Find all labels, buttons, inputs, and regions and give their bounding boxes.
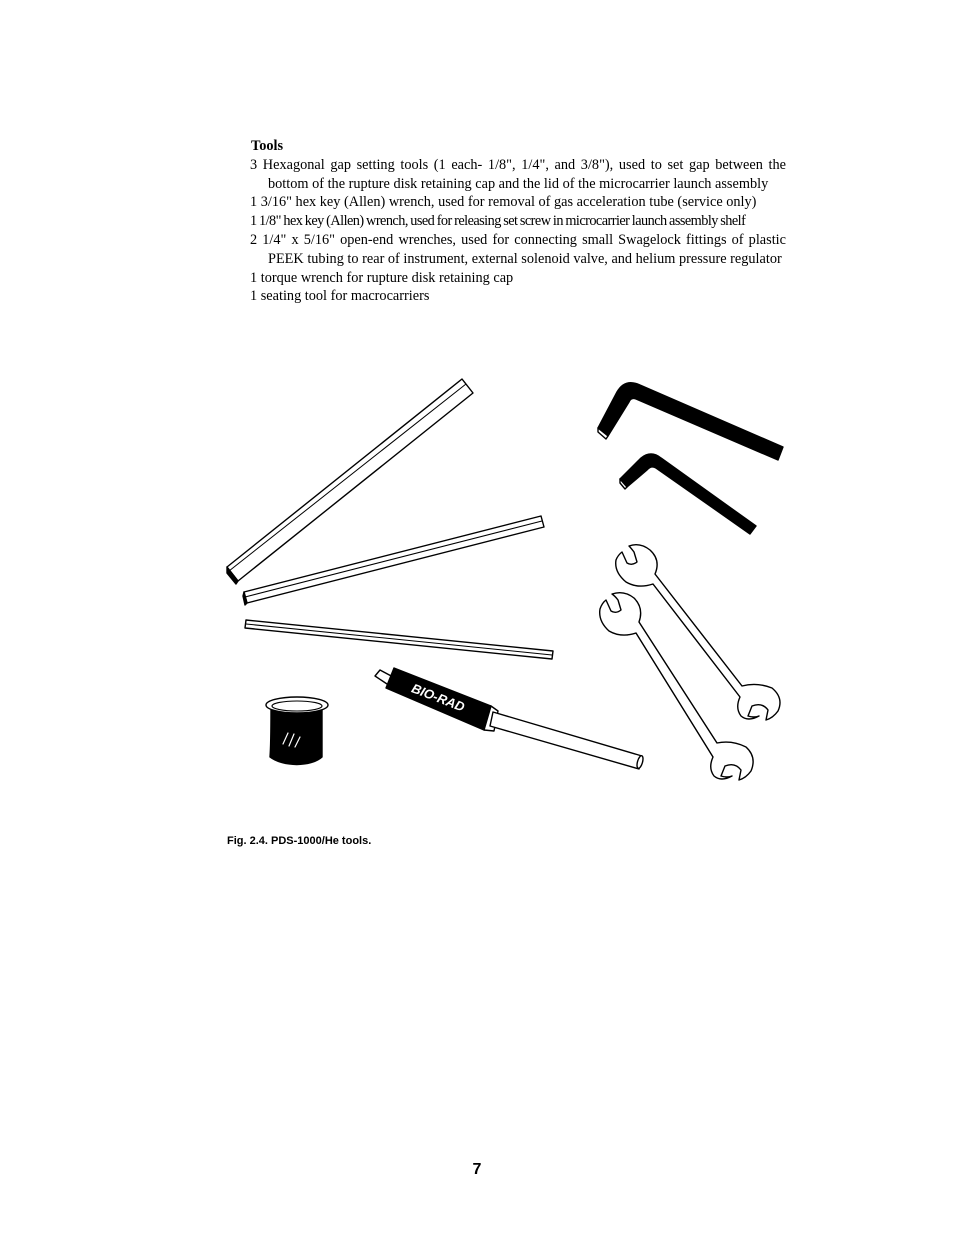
page-number: 7: [472, 1161, 482, 1178]
tool-item-seating-tool: 1 seating tool for macrocarriers: [250, 288, 430, 305]
tool-item-open-end-wrenches: 2 1/4" x 5/16" open-end wrenches, used for connecting small Swagelock fittings of plastic PEEK tubing to rear of instrument, external solenoid valve, and helium pressure regulator: [250, 231, 786, 267]
tool-item-gap-setting-tools: 3 Hexagonal gap setting tools (1 each- 1/8", 1/4", and 3/8"), used to set gap between the bottom of the rupture disk retaining cap and the lid of the microcarrier launch assembly: [250, 156, 786, 192]
tool-item-1-8-hex-key: 1 1/8" hex key (Allen) wrench, used for releasing set screw in microcarrier launch assembly shelf: [250, 213, 746, 230]
section-heading: Tools: [251, 138, 284, 154]
tool-item-torque-wrench: 1 torque wrench for rupture disk retaining cap: [250, 269, 514, 286]
hex-key-large: [598, 383, 783, 460]
bio-rad-logo: BIO-RAD: [409, 680, 467, 715]
hex-key-small: [620, 454, 756, 534]
figure-caption: Fig. 2.4. PDS-1000/He tools.: [227, 835, 372, 847]
tool-item-3-16-hex-key: 1 3/16" hex key (Allen) wrench, used for removal of gas acceleration tube (service only): [250, 194, 757, 211]
hex-gap-tool-small: [245, 620, 553, 659]
seating-tool-cup: [266, 697, 328, 765]
